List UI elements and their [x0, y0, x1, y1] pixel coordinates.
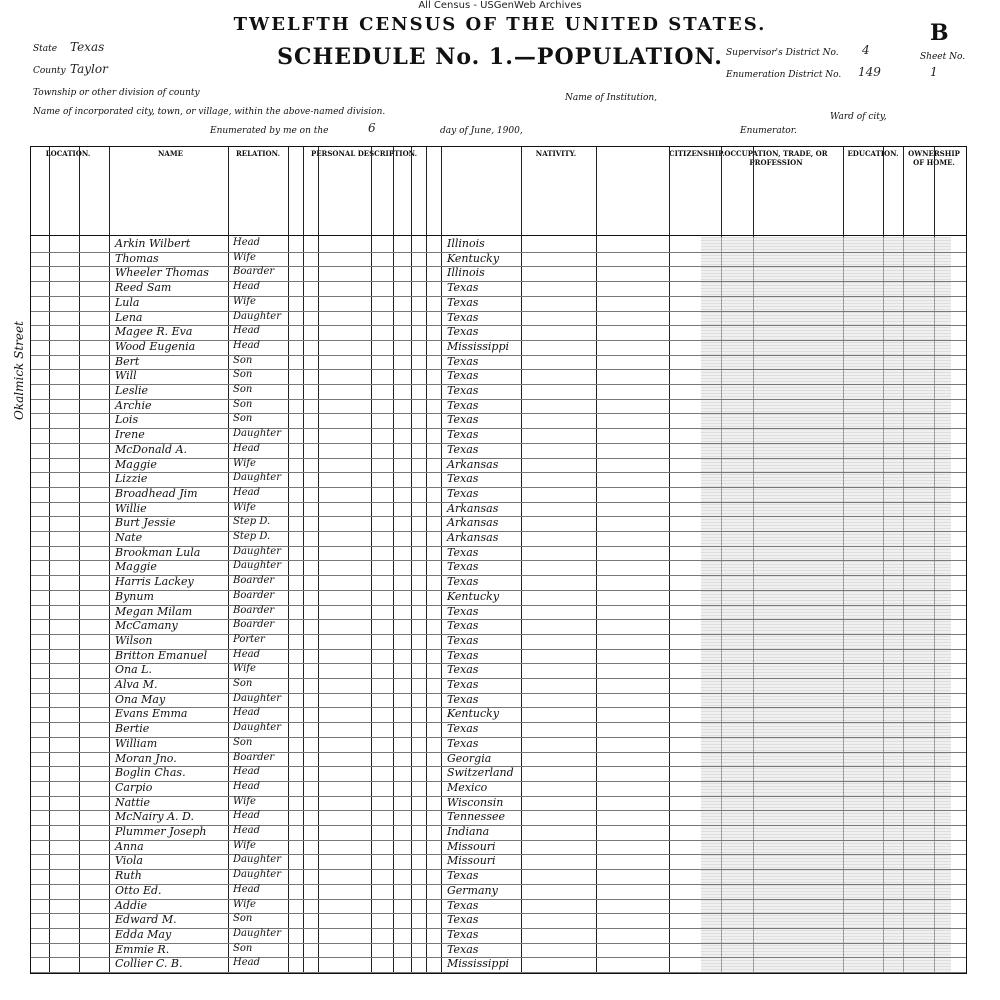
entry-name: Lena — [115, 310, 143, 324]
entry-birthplace: Texas — [447, 663, 479, 677]
side-note: Okalmick Street — [12, 321, 26, 420]
entry-birthplace: Texas — [447, 398, 479, 412]
entry-relation: Daughter — [233, 545, 281, 557]
institution-label: Name of Institution, — [565, 93, 658, 103]
enumerated-day: 6 — [368, 121, 376, 135]
entry-relation: Son — [233, 913, 253, 925]
sheet-no-label: Sheet No. — [920, 52, 966, 62]
entry-relation: Head — [233, 825, 261, 836]
entry-birthplace: Texas — [447, 648, 479, 662]
entry-relation: Daughter — [233, 869, 281, 881]
entry-relation: Boarder — [233, 751, 275, 763]
row-line — [31, 854, 966, 855]
entry-birthplace: Texas — [447, 736, 479, 750]
supervisor-value: 4 — [862, 43, 870, 57]
entry-birthplace: Wisconsin — [447, 795, 504, 809]
row-line — [31, 869, 966, 870]
entry-name: Edward M. — [115, 913, 177, 927]
entry-relation: Daughter — [233, 692, 281, 704]
row-line — [31, 472, 966, 473]
sheet-no-value: 1 — [930, 65, 938, 79]
entry-relation: Wife — [233, 795, 256, 807]
entry-birthplace: Texas — [447, 472, 479, 486]
entry-birthplace: Texas — [447, 942, 479, 956]
row-line — [31, 840, 966, 841]
entry-name: McDonald A. — [115, 442, 188, 456]
entry-birthplace: Mexico — [447, 780, 488, 794]
col-nativity: NATIVITY. — [535, 149, 577, 158]
entry-name: Bynum — [115, 589, 154, 603]
table-header — [31, 147, 966, 236]
entry-name: Emmie R. — [115, 942, 170, 956]
entry-name: Archie — [115, 398, 152, 412]
entry-birthplace: Texas — [447, 619, 479, 633]
row-line — [31, 928, 966, 929]
entry-name: Reed Sam — [115, 281, 172, 295]
enum-district-label: Enumeration District No. — [726, 70, 842, 80]
entry-birthplace: Texas — [447, 545, 479, 559]
entry-birthplace: Texas — [447, 281, 479, 295]
entry-relation: Daughter — [233, 310, 281, 322]
entry-name: Irene — [115, 428, 145, 442]
row-line — [31, 634, 966, 635]
entry-birthplace: Texas — [447, 898, 479, 912]
entry-name: Willie — [115, 501, 147, 515]
entry-name: Otto Ed. — [115, 883, 162, 897]
entry-name: Lois — [115, 413, 139, 427]
entry-relation: Head — [233, 325, 261, 337]
city-label: Name of incorporated city, town, or village, within the above-named division. — [33, 107, 386, 117]
entry-name: Maggie — [115, 457, 157, 471]
entry-relation: Son — [233, 369, 253, 381]
row-line — [31, 781, 966, 782]
entry-relation: Daughter — [233, 854, 281, 866]
entry-relation: Son — [233, 413, 253, 425]
entry-name: Wheeler Thomas — [115, 266, 209, 280]
row-line — [31, 355, 966, 356]
enumerator-label: Enumerator. — [740, 126, 797, 136]
col-name: NAME — [158, 149, 183, 158]
row-line — [31, 384, 966, 385]
entry-name: Viola — [115, 854, 143, 868]
row-line — [31, 972, 966, 973]
entry-name: William — [115, 736, 158, 750]
col-education: EDUCATION. — [847, 149, 899, 158]
entry-relation: Daughter — [233, 560, 281, 572]
entry-relation: Step D. — [233, 531, 271, 542]
month-label: day of June, 1900, — [440, 126, 523, 136]
col-citizenship: CITIZENSHIP. — [669, 149, 725, 158]
entry-relation: Son — [233, 354, 253, 366]
entry-name: Maggie — [115, 560, 157, 574]
entry-relation: Head — [233, 237, 261, 248]
entry-birthplace: Texas — [447, 325, 479, 339]
row-line — [31, 943, 966, 944]
entry-relation: Boarder — [233, 604, 275, 616]
entry-name: Carpio — [115, 780, 153, 794]
entry-relation: Head — [233, 707, 261, 719]
entry-relation: Head — [233, 648, 261, 660]
entry-name: Addie — [115, 898, 148, 912]
entry-relation: Son — [233, 678, 253, 689]
entry-relation: Boarder — [233, 266, 275, 278]
row-line — [31, 693, 966, 694]
entry-name: Leslie — [115, 384, 149, 397]
entry-birthplace: Kentucky — [447, 251, 500, 265]
county-label: County — [33, 66, 66, 76]
entry-birthplace: Germany — [447, 883, 498, 897]
entry-birthplace: Texas — [447, 633, 479, 647]
supervisor-label: Supervisor's District No. — [726, 48, 839, 58]
entry-relation: Daughter — [233, 722, 281, 734]
entry-birthplace: Texas — [447, 384, 479, 397]
entry-name: Nate — [115, 531, 143, 544]
row-line — [31, 502, 966, 503]
entry-birthplace: Missouri — [447, 854, 496, 868]
row-line — [31, 531, 966, 532]
entry-name: Nattie — [115, 795, 151, 809]
entry-relation: Boarder — [233, 575, 275, 587]
entry-birthplace: Switzerland — [447, 766, 514, 780]
entry-birthplace: Arkansas — [447, 501, 499, 515]
entry-relation: Wife — [233, 839, 256, 851]
entry-relation: Son — [233, 736, 253, 748]
col-location: LOCATION. — [45, 149, 91, 158]
entry-birthplace: Texas — [447, 913, 479, 927]
entry-relation: Wife — [233, 251, 256, 263]
population-table — [30, 146, 967, 974]
row-line — [31, 458, 966, 459]
entry-birthplace: Texas — [447, 442, 479, 456]
entry-birthplace: Missouri — [447, 839, 496, 853]
entry-birthplace: Texas — [447, 413, 479, 427]
row-line — [31, 296, 966, 297]
entry-relation: Head — [233, 486, 261, 498]
entry-birthplace: Texas — [447, 295, 479, 309]
entry-name: Collier C. B. — [115, 957, 183, 971]
entry-relation: Boarder — [233, 619, 275, 631]
col-occupation: OCCUPATION, TRADE, OR PROFESSION — [724, 149, 828, 167]
entry-birthplace: Indiana — [447, 825, 490, 838]
entry-birthplace: Texas — [447, 486, 479, 500]
entry-name: Anna — [115, 839, 144, 853]
entry-relation: Wife — [233, 898, 256, 910]
watermark: All Census - USGenWeb Archives — [418, 0, 582, 11]
entry-birthplace: Illinois — [447, 266, 485, 280]
row-line — [31, 369, 966, 370]
entry-birthplace: Arkansas — [447, 531, 499, 544]
entry-relation: Head — [233, 339, 261, 351]
entry-name: Lula — [115, 295, 140, 309]
entry-name: McNairy A. D. — [115, 810, 194, 824]
entry-relation: Son — [233, 398, 253, 410]
entry-name: Britton Emanuel — [115, 648, 208, 662]
page-title: TWELFTH CENSUS OF THE UNITED STATES. — [233, 14, 767, 35]
entry-name: Ruth — [115, 869, 142, 883]
entry-name: Wilson — [115, 633, 153, 647]
entry-name: Edda May — [115, 927, 172, 941]
entry-birthplace: Texas — [447, 354, 479, 368]
entry-relation: Daughter — [233, 927, 281, 939]
entry-birthplace: Arkansas — [447, 457, 499, 471]
entry-name: Bertie — [115, 722, 150, 736]
row-line — [31, 663, 966, 664]
entry-name: Ona May — [115, 692, 166, 706]
county-value: Taylor — [70, 62, 108, 76]
entry-relation: Wife — [233, 295, 256, 307]
entry-birthplace: Texas — [447, 560, 479, 574]
row-line — [31, 884, 966, 885]
entry-relation: Boarder — [233, 589, 275, 601]
col-relation: RELATION. — [235, 149, 281, 158]
entry-relation: Wife — [233, 663, 256, 675]
entry-relation: Head — [233, 883, 261, 895]
entry-name: Will — [115, 369, 137, 383]
entry-birthplace: Texas — [447, 575, 479, 589]
entry-birthplace: Texas — [447, 310, 479, 324]
entry-name: Magee R. Eva — [115, 325, 193, 339]
entry-relation: Porter — [233, 633, 265, 645]
ward-label: Ward of city, — [830, 112, 887, 122]
entry-birthplace: Texas — [447, 869, 479, 883]
entry-birthplace: Texas — [447, 604, 479, 618]
entry-relation: Head — [233, 442, 261, 454]
entry-birthplace: Kentucky — [447, 589, 500, 603]
entry-name: Moran Jno. — [115, 751, 177, 765]
entry-name: Broadhead Jim — [115, 486, 198, 500]
enum-district-value: 149 — [858, 65, 881, 79]
entry-birthplace: Illinois — [447, 237, 485, 250]
township-label: Township or other division of county — [33, 88, 200, 98]
row-line — [31, 428, 966, 429]
entry-relation: Head — [233, 780, 261, 792]
entry-birthplace: Tennessee — [447, 810, 505, 824]
entry-relation: Head — [233, 957, 261, 969]
entry-relation: Wife — [233, 457, 256, 469]
entry-relation: Wife — [233, 501, 256, 513]
entry-name: Thomas — [115, 251, 159, 265]
state-label: State — [33, 44, 58, 54]
entry-birthplace: Texas — [447, 692, 479, 706]
row-line — [31, 311, 966, 312]
entry-name: Evans Emma — [115, 707, 188, 721]
col-ownership: OWNERSHIP OF HOME. — [908, 149, 960, 167]
state-value: Texas — [70, 40, 105, 54]
entry-name: Bert — [115, 354, 140, 368]
entry-name: Boglin Chas. — [115, 766, 186, 780]
sheet-letter: B — [930, 20, 949, 46]
entry-birthplace: Kentucky — [447, 707, 500, 721]
entry-name: Ona L. — [115, 663, 152, 677]
row-line — [31, 737, 966, 738]
entry-relation: Son — [233, 384, 253, 395]
entry-name: Burt Jessie — [115, 516, 176, 530]
entry-birthplace: Arkansas — [447, 516, 499, 530]
entry-relation: Head — [233, 281, 261, 293]
row-line — [31, 560, 966, 561]
entry-name: Alva M. — [115, 678, 158, 691]
entry-name: Wood Eugenia — [115, 339, 196, 353]
entry-name: Arkin Wilbert — [115, 237, 191, 250]
entry-birthplace: Mississippi — [447, 339, 509, 353]
schedule-title: SCHEDULE No. 1.—POPULATION. — [277, 44, 723, 70]
entry-birthplace: Texas — [447, 927, 479, 941]
entry-name: McCamany — [115, 619, 178, 633]
entry-name: Harris Lackey — [115, 575, 194, 589]
row-line — [31, 722, 966, 723]
entry-relation: Head — [233, 766, 261, 778]
entry-birthplace: Mississippi — [447, 957, 509, 971]
entry-birthplace: Texas — [447, 369, 479, 383]
entry-relation: Son — [233, 942, 253, 954]
entry-birthplace: Texas — [447, 678, 479, 691]
row-line — [31, 413, 966, 414]
entry-relation: Step D. — [233, 516, 271, 528]
col-personal: PERSONAL DESCRIPTION. — [310, 149, 418, 158]
row-line — [31, 899, 966, 900]
entry-birthplace: Texas — [447, 428, 479, 442]
row-line — [31, 399, 966, 400]
entry-relation: Daughter — [233, 428, 281, 440]
enumerated-label: Enumerated by me on the — [210, 126, 329, 136]
entry-relation: Daughter — [233, 472, 281, 484]
entry-name: Plummer Joseph — [115, 825, 207, 838]
entry-relation: Head — [233, 810, 261, 822]
entry-name: Brookman Lula — [115, 545, 201, 559]
entry-birthplace: Texas — [447, 722, 479, 736]
entry-name: Lizzie — [115, 472, 148, 486]
entry-name: Megan Milam — [115, 604, 193, 618]
row-line — [31, 678, 966, 679]
entry-birthplace: Georgia — [447, 751, 492, 765]
